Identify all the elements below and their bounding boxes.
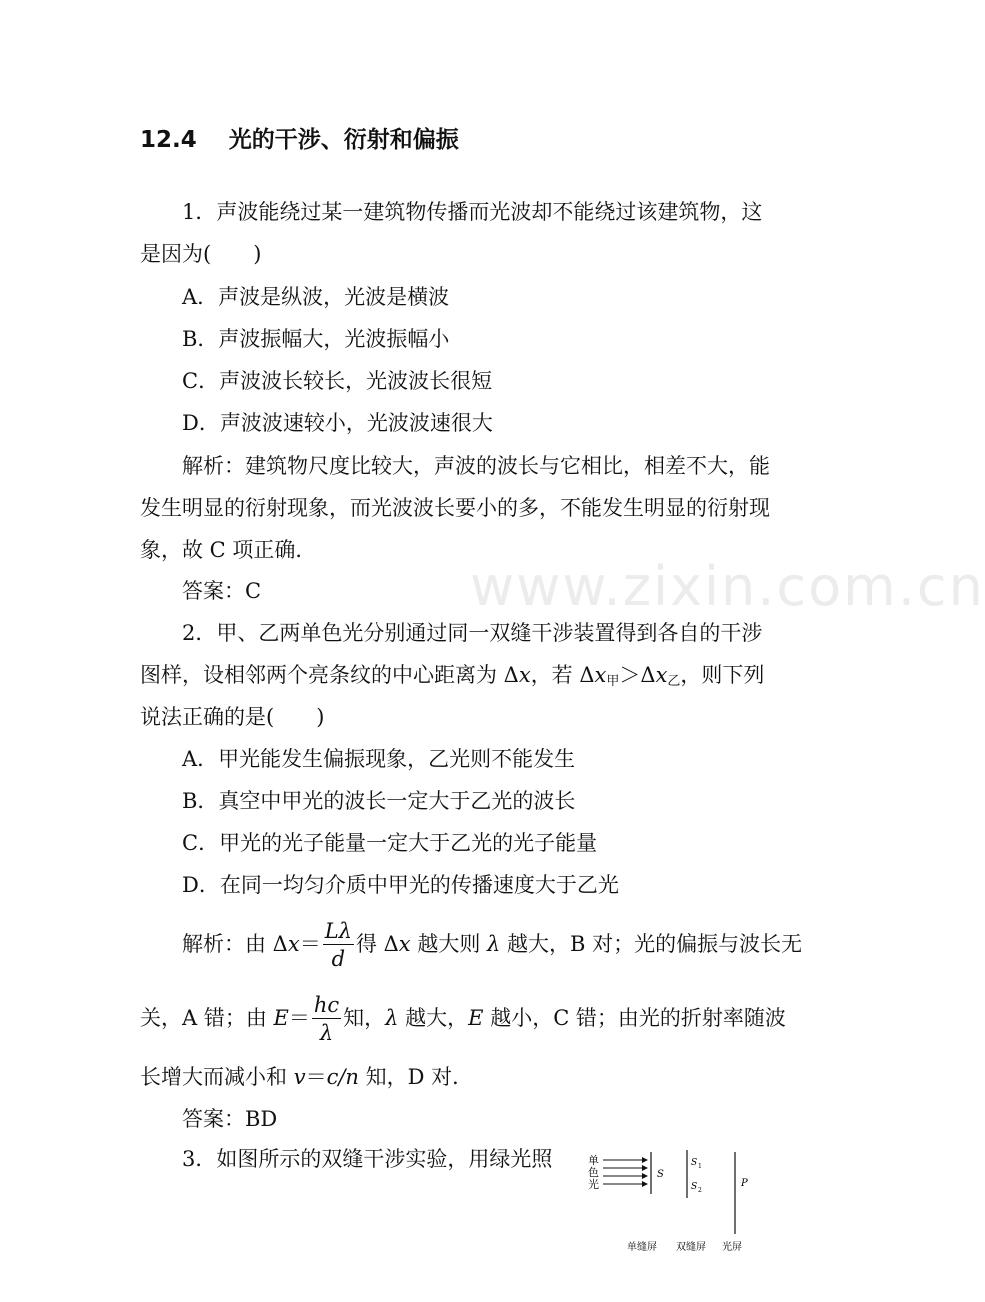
q2-option-a: A．甲光能发生偏振现象，乙光则不能发生: [182, 747, 576, 771]
section-heading: 光的干涉、衍射和偏振: [228, 127, 459, 153]
q1-stem-line2: 是因为( ): [140, 242, 262, 266]
caption-double-slit: 双缝屏: [676, 1242, 706, 1253]
double-slit-diagram: [585, 1150, 755, 1260]
q2-stem-line1: 2．甲、乙两单色光分别通过同一双缝干涉装置得到各自的干涉: [182, 621, 763, 645]
fraction-hc-over-lambda: $\frac{hc}{\lambda}$: [313, 993, 340, 1045]
q1-answer: 答案：C: [182, 579, 262, 603]
q2-stem-line3: 说法正确的是( ): [140, 705, 325, 729]
s2-label: S: [691, 1182, 698, 1192]
p-label: P: [741, 1178, 748, 1189]
source-label-3: 光: [588, 1178, 599, 1191]
q1-option-d: D．声波波速较小，光波波速很大: [182, 411, 493, 435]
source-label-2: 色: [588, 1166, 599, 1179]
q1-option-b: B．声波振幅大，光波振幅小: [182, 327, 450, 351]
q2-option-d: D．在同一均匀介质中甲光的传播速度大于乙光: [182, 873, 619, 897]
q1-option-c: C．声波波长较长，光波波长很短: [182, 369, 493, 393]
q2-option-c: C．甲光的光子能量一定大于乙光的光子能量: [182, 831, 598, 855]
section-number: 12.4: [140, 127, 197, 153]
fraction-l-lambda-over-d: $\frac{L\lambda}{d}$: [324, 919, 352, 971]
light-rays: [603, 1160, 647, 1184]
s-label: S: [657, 1169, 664, 1180]
q1-analysis-line2: 发生明显的衍射现象，而光波波长要小的多，不能发生明显的衍射现: [140, 496, 770, 520]
q2-stem-line2: 图样，设相邻两个亮条纹的中心距离为 Δx，若 $\Delta x_甲>\Delta x_乙$，则下列: [140, 663, 765, 689]
q2-option-b: B．真空中甲光的波长一定大于乙光的波长: [182, 789, 576, 813]
caption-light-screen: 光屏: [722, 1242, 742, 1253]
section-title: [140, 121, 459, 154]
q1-analysis-line3: 象，故 C 项正确．: [140, 538, 317, 562]
watermark: www.zixin.com.cn: [470, 555, 985, 618]
caption-single-slit: 单缝屏: [627, 1242, 657, 1253]
q1-stem-line1: 1．声波能绕过某一建筑物传播而光波却不能绕过该建筑物，这: [182, 200, 763, 224]
s1-label: S: [691, 1158, 698, 1168]
s2-sub: 2: [698, 1187, 702, 1194]
q2-analysis-line2: 关，A 错；由 E＝ $\frac{hc}{\lambda}$ 知，λ 越大，E 越小，C 错；由光的折射率随波: [140, 993, 786, 1045]
q2-analysis-line3: 长增大而减小和 v＝c/n 知，D 对．: [140, 1065, 474, 1089]
q1-option-a: A．声波是纵波，光波是横波: [182, 285, 450, 309]
q2-answer: 答案：BD: [182, 1107, 278, 1131]
q3-stem: 3．如图所示的双缝干涉实验，用绿光照: [182, 1147, 553, 1171]
s1-sub: 1: [698, 1163, 702, 1170]
q2-analysis-line1: 解析：由 Δx＝ $\frac{L\lambda}{d}$ 得 Δx 越大则 λ 越大，B 对；光的偏振与波长无: [182, 919, 803, 971]
q1-analysis-line1: 解析：建筑物尺度比较大，声波的波长与它相比，相差不大，能: [182, 454, 770, 478]
source-label-1: 单: [588, 1154, 599, 1167]
